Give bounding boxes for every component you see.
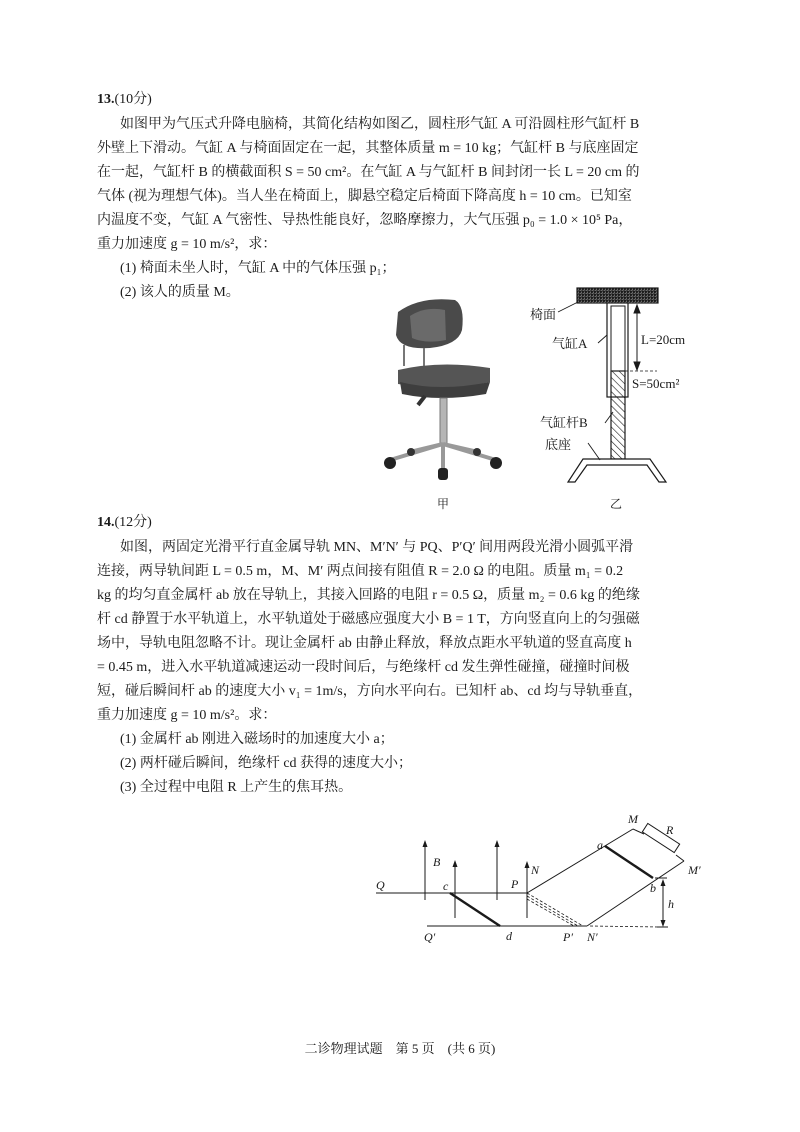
q14-line: 场中，导轨电阻忽略不计。现让金属杆 ab 由静止释放，释放点距水平轨道的竖直高度 h — [97, 636, 632, 651]
q14-score: (12分) — [114, 515, 152, 530]
label-h: h — [668, 897, 674, 911]
label-b: b — [650, 881, 656, 895]
q14-line: = 0.45 m，进入水平轨道减速运动一段时间后，与绝缘杆 cd 发生弹性碰撞，碰撞时间极 — [97, 660, 630, 675]
rod-b — [611, 371, 625, 459]
q14-number: 14. — [97, 515, 115, 530]
label-R: R — [666, 823, 674, 837]
rail-m-prime-n-prime — [587, 861, 684, 926]
label-length: L=20cm — [641, 332, 686, 347]
label-rod-b: 气缸杆B — [540, 415, 588, 430]
base — [568, 459, 666, 482]
q14-question-1: (1) 金属杆 ab 刚进入磁场时的加速度大小 a； — [120, 732, 394, 747]
label-cylinder-a: 气缸A — [552, 336, 588, 351]
q14-line: 重力加速度 g = 10 m/s²。求： — [97, 708, 277, 723]
q13-line: 内温度不变，气缸 A 气密性、导热性能良好，忽略摩擦力，大气压强 p₀ = 1.0 × 10⁵ Pa， — [97, 213, 633, 228]
q14-rail-diagram — [0, 805, 800, 960]
label-P-prime: P′ — [563, 930, 573, 944]
label-d: d — [506, 929, 512, 943]
q13-question-1: (1) 椅面未坐人时，气缸 A 中的气体压强 p₁； — [120, 261, 396, 276]
q13-line: 重力加速度 g = 10 m/s²，求： — [97, 237, 277, 252]
chair-photo — [384, 299, 502, 480]
rod-ab — [605, 846, 653, 878]
label-Q: Q — [376, 878, 385, 892]
label-N-prime: N′ — [587, 930, 598, 944]
q14-line: kg 的均匀直金属杆 ab 放在导轨上，其接入回路的电阻 r = 0.5 Ω，质量 m₂ = 0.6 kg 的绝缘 — [97, 588, 640, 603]
resistor — [642, 823, 679, 852]
q14-question-3: (3) 全过程中电阻 R 上产生的焦耳热。 — [120, 780, 353, 795]
label-base: 底座 — [545, 437, 572, 452]
q13-number: 13. — [97, 92, 115, 107]
rod-cd — [450, 893, 500, 926]
caption-jia: 甲 — [437, 497, 450, 511]
label-P: P — [511, 877, 519, 891]
label-M-prime: M′ — [688, 863, 701, 877]
q13-line: 气体 (视为理想气体)。当人坐在椅面上，脚悬空稳定后椅面下降高度 h = 10 cm。已知室 — [97, 189, 632, 204]
q13-figure — [0, 0, 800, 520]
q13-question-2: (2) 该人的质量 M。 — [120, 285, 240, 300]
q14-line: 杆 cd 静置于水平轨道上，水平轨道处于磁感应强度大小 B = 1 T，方向竖直向上的匀强磁 — [97, 612, 640, 627]
q13-line: 外壁上下滑动。气缸 A 与椅面固定在一起，其整体质量 m = 10 kg；气缸杆 B 与底座固定 — [97, 141, 639, 156]
label-seat: 椅面 — [530, 307, 557, 322]
label-N: N — [531, 863, 540, 877]
seat-plate — [577, 288, 658, 303]
q13-line: 如图甲为气压式升降电脑椅，其简化结构如图乙，圆柱形气缸 A 可沿圆柱形气缸杆 B — [120, 117, 640, 132]
q13-score: (10分) — [114, 92, 152, 107]
q14-question-2: (2) 两杆碰后瞬间，绝缘杆 cd 获得的速度大小； — [120, 756, 413, 771]
rail-mn — [527, 829, 633, 893]
q14-line: 短，碰后瞬间杆 ab 的速度大小 v₁ = 1m/s，方向水平向右。已知杆 ab、cd 均与导轨垂直， — [97, 684, 643, 699]
label-a: a — [597, 838, 603, 852]
q14-line: 连接，两导轨间距 L = 0.5 m，M、M′ 两点间接有阻值 R = 2.0 Ω 的电阻。质量 m₁ = 0.2 — [97, 564, 624, 579]
q14-line: 如图，两固定光滑平行直金属导轨 MN、M′N′ 与 PQ、P′Q′ 间用两段光滑小圆弧平滑 — [120, 540, 634, 555]
label-B: B — [433, 855, 441, 869]
page-footer: 二诊物理试题 第 5 页 (共 6 页) — [304, 1041, 496, 1056]
caption-yi: 乙 — [610, 497, 623, 511]
q13-line: 在一起，气缸杆 B 的横截面积 S = 50 cm²。在气缸 A 与气缸杆 B 间封闭一长 L = 20 cm 的 — [97, 165, 640, 180]
label-c: c — [443, 879, 449, 893]
label-Q-prime: Q′ — [424, 930, 436, 944]
label-area: S=50cm² — [632, 376, 680, 391]
label-M: M — [628, 812, 638, 826]
q14-header — [97, 513, 152, 533]
